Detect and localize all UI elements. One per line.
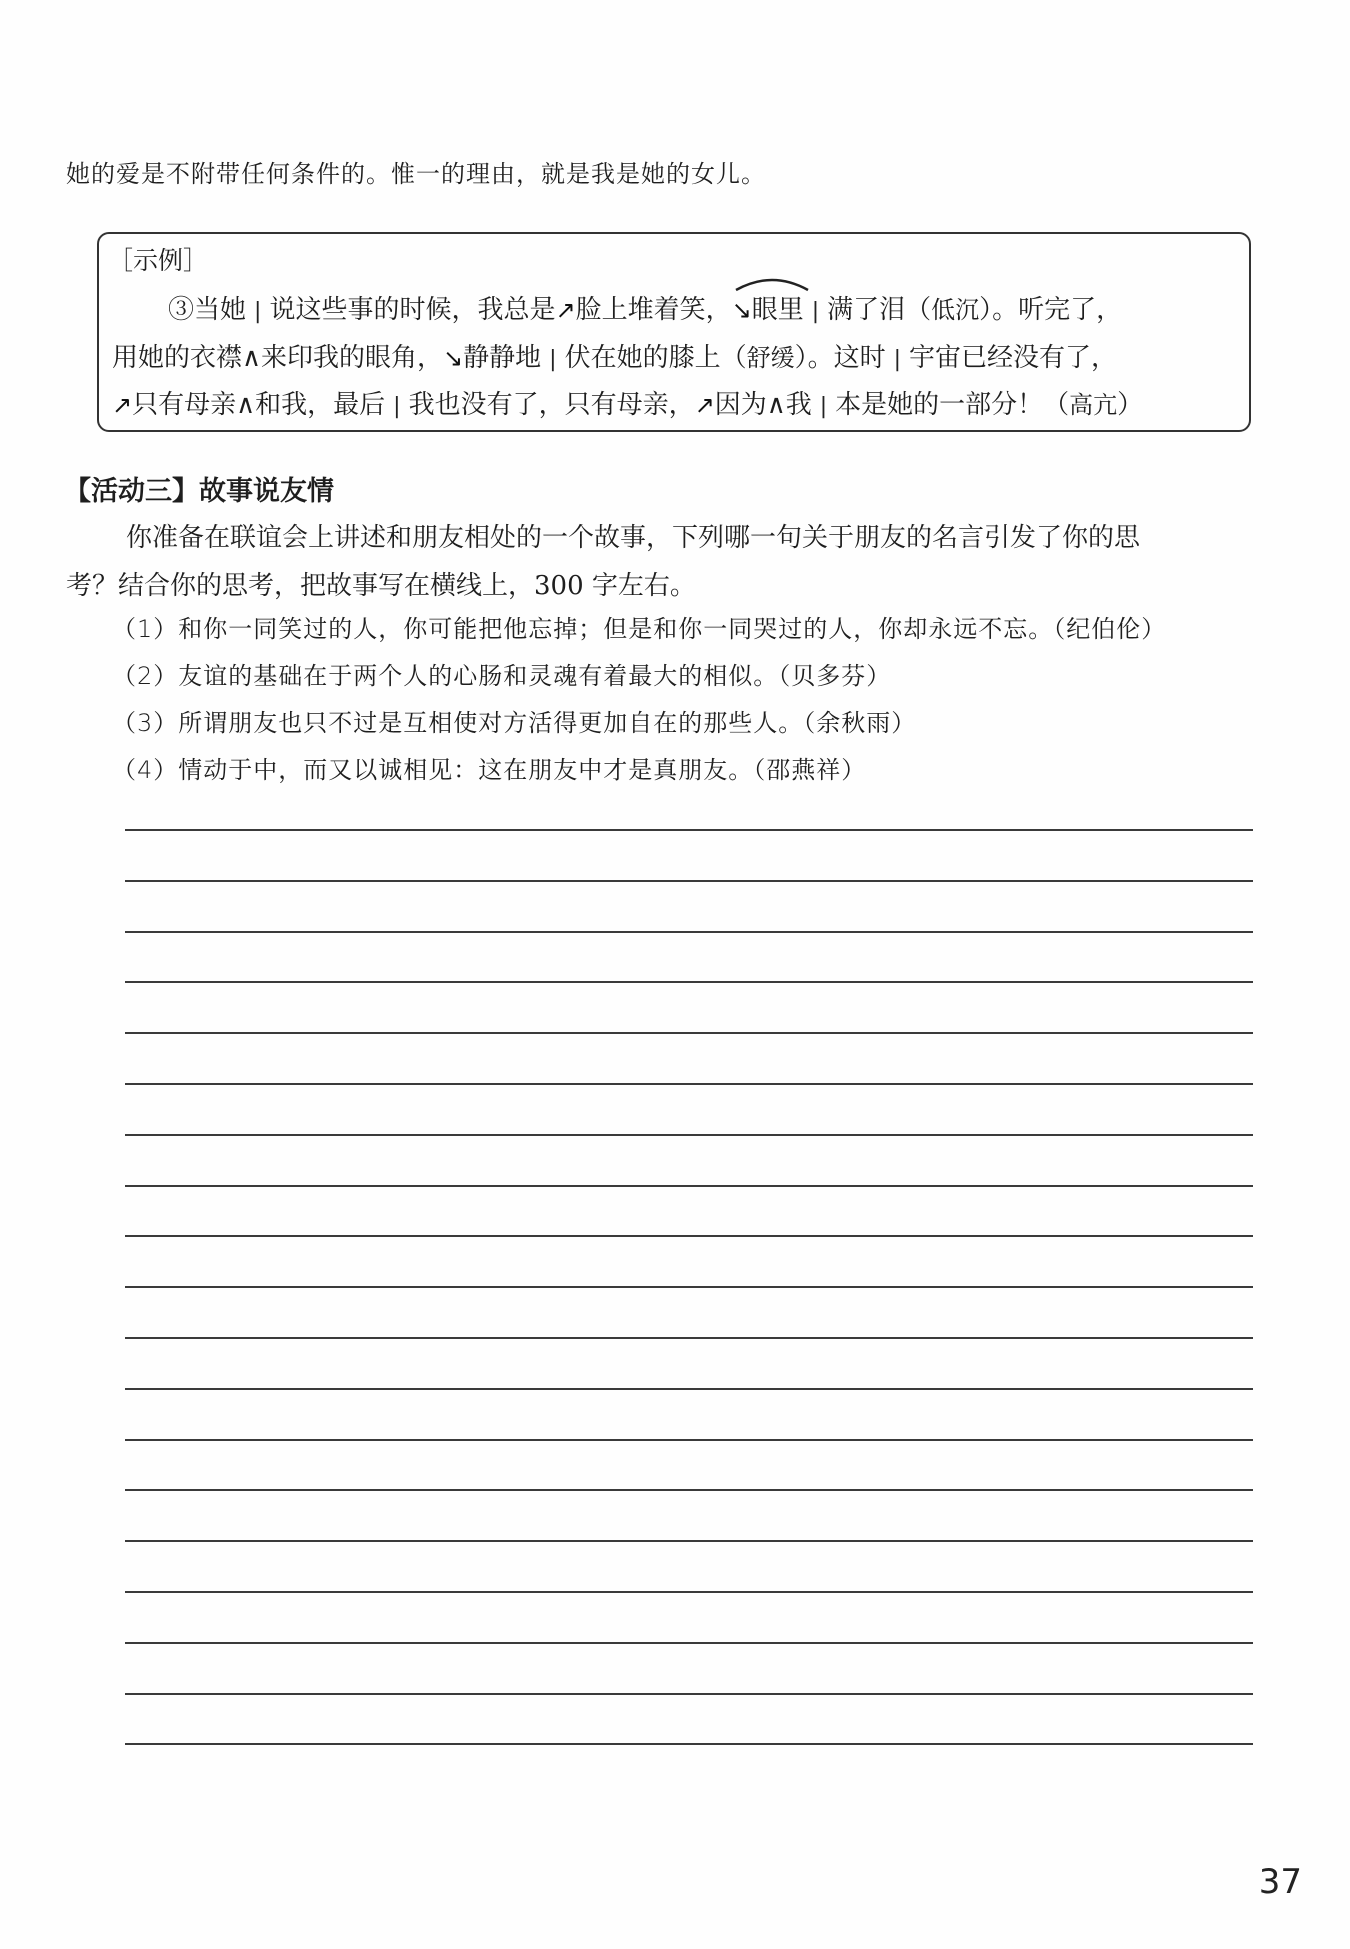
rising-tone-arrow-icon: ↗: [694, 391, 715, 419]
quote-item: （4）情动于中，而又以诚相见：这在朋友中才是真朋友。（邵燕祥）: [112, 756, 867, 784]
writing-line[interactable]: [125, 1642, 1253, 1644]
example-text: 用她的衣襟∧来印我的眼角，: [112, 343, 444, 373]
writing-line[interactable]: [125, 1489, 1253, 1491]
writing-line[interactable]: [125, 1134, 1253, 1136]
writing-line[interactable]: [125, 1693, 1253, 1695]
example-text: ③当她: [168, 295, 247, 325]
intro-sentence: 她的爱是不附带任何条件的。惟一的理由，就是我是她的女儿。: [66, 160, 766, 188]
pause-bar-mark: |: [819, 394, 828, 419]
quote-item: （3）所谓朋友也只不过是互相使对方活得更加自在的那些人。（余秋雨）: [112, 709, 917, 737]
example-text: 宇宙已经没有了，: [909, 343, 1118, 373]
rising-tone-arrow-icon: ↗: [112, 391, 133, 419]
example-line-3: [112, 385, 1242, 427]
writing-line[interactable]: [125, 1743, 1253, 1745]
example-text: 本是她的一部分！（: [835, 390, 1070, 420]
quote-item: （1）和你一同笑过的人，你可能把他忘掉；但是和你一同哭过的人，你却永远不忘。（纪伯伦）: [112, 615, 1167, 643]
rising-tone-arrow-icon: ↗: [555, 296, 576, 324]
writing-line[interactable]: [125, 1235, 1253, 1237]
activity-heading: 【活动三】故事说友情: [64, 476, 334, 507]
example-text: 伏在她的膝上（: [564, 343, 747, 373]
page-number: 37: [1258, 1862, 1302, 1902]
example-text: 因为∧我: [714, 390, 812, 420]
writing-line[interactable]: [125, 981, 1253, 983]
writing-line[interactable]: [125, 931, 1253, 933]
example-text: 脸上堆着笑，: [575, 295, 732, 325]
tone-annotation: 低沉: [931, 296, 980, 324]
writing-line[interactable]: [125, 1591, 1253, 1593]
tone-annotation: 舒缓: [746, 344, 795, 372]
tone-annotation: 高亢: [1069, 391, 1118, 419]
activity-prompt-line-1: 你准备在联谊会上讲述和朋友相处的一个故事，下列哪一句关于朋友的名言引发了你的思: [126, 523, 1141, 553]
writing-line[interactable]: [125, 1439, 1253, 1441]
example-line-2: [112, 338, 1242, 380]
writing-line[interactable]: [125, 1083, 1253, 1085]
example-text: 眼里: [751, 295, 804, 325]
writing-line[interactable]: [125, 880, 1253, 882]
writing-line[interactable]: [125, 1286, 1253, 1288]
pause-bar-mark: |: [549, 347, 557, 372]
activity-prompt-line-2: 考？结合你的思考，把故事写在横线上，300 字左右。: [66, 571, 696, 601]
writing-line[interactable]: [125, 829, 1253, 831]
writing-line[interactable]: [125, 1185, 1253, 1187]
pause-bar-mark: |: [811, 299, 820, 324]
example-text: ）。这时: [794, 343, 886, 373]
example-text: 满了泪（: [827, 295, 932, 325]
falling-tone-arrow-icon: ↘: [731, 296, 752, 324]
pause-bar-mark: |: [254, 299, 262, 324]
example-text: 只有母亲∧和我，最后: [132, 390, 386, 420]
writing-line[interactable]: [125, 1337, 1253, 1339]
example-text: ）。听完了，: [979, 295, 1123, 325]
falling-tone-arrow-icon: ↘: [443, 344, 464, 372]
example-tag: ［示例］: [108, 246, 209, 275]
writing-line[interactable]: [125, 1388, 1253, 1390]
pause-bar-mark: |: [393, 394, 401, 419]
writing-line[interactable]: [125, 1540, 1253, 1542]
writing-line[interactable]: [125, 1032, 1253, 1034]
example-text: ）: [1117, 390, 1144, 420]
quote-item: （2）友谊的基础在于两个人的心肠和灵魂有着最大的相似。（贝多芬）: [112, 662, 892, 690]
pause-bar-mark: |: [893, 347, 902, 372]
example-text: 说这些事的时候，我总是: [269, 295, 556, 325]
example-line-1: [168, 290, 1248, 332]
example-text: 静静地: [463, 343, 542, 373]
example-text: 我也没有了，只有母亲，: [408, 390, 695, 420]
